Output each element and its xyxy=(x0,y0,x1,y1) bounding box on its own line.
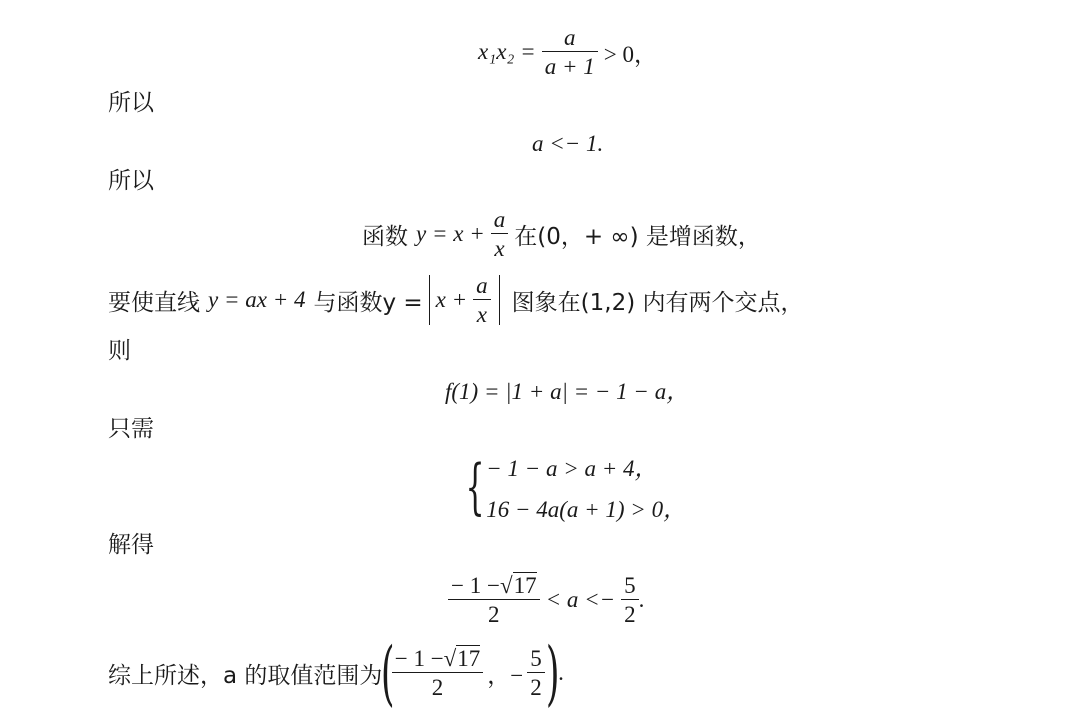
abs-bar-left xyxy=(429,275,430,325)
inequality-system xyxy=(456,452,686,522)
eq7-den2: 2 xyxy=(527,672,545,701)
text-suoyi-1: 所以 xyxy=(108,90,154,116)
eq7-num2: 5 xyxy=(530,645,542,671)
text-suoyi-2: 所以 xyxy=(108,168,154,194)
statement-increasing-function xyxy=(362,206,761,262)
eq4-post: 图象在(1,2) 内有两个交点， xyxy=(511,289,804,316)
eq7-fraction-2 xyxy=(527,646,545,701)
eq7-fraction-1 xyxy=(392,645,484,701)
eq3-fraction xyxy=(491,207,509,262)
eq7-den: 2 xyxy=(392,672,484,701)
system-line-2: 16 − 4a(a + 1) > 0， xyxy=(486,497,687,522)
paren-right: ) xyxy=(545,632,560,714)
eq6-fraction-1 xyxy=(448,572,540,628)
eq3-den: x xyxy=(491,233,509,262)
eq6-end: . xyxy=(638,587,645,612)
eq7-sep: ，− xyxy=(487,662,524,688)
equation-x1x2 xyxy=(478,24,657,80)
eq3-y: y = x + xyxy=(416,221,485,246)
eq7-pre: 综上所述，a 的取值范围为 xyxy=(108,662,383,689)
eq1-lhs: x₁x₂ = xyxy=(478,39,536,64)
eq4-line: y = ax + 4 xyxy=(208,287,306,312)
eq7-num: − 1 −√17 xyxy=(394,646,481,671)
eq3-num: a xyxy=(493,206,506,232)
eq6-fraction-2 xyxy=(621,573,639,628)
text-jiede: 解得 xyxy=(108,532,154,558)
eq4-pre: 要使直线 xyxy=(108,289,200,316)
statement-intersection xyxy=(108,272,804,328)
eq1-den: a + 1 xyxy=(542,51,598,80)
eq1-rhs: > 0， xyxy=(603,41,657,67)
eq6-den2: 2 xyxy=(621,599,639,628)
eq6-den: 2 xyxy=(448,599,540,628)
eq7-sqrt: 17 xyxy=(457,646,481,671)
eq6-num: − 1 −√17 xyxy=(451,573,537,598)
eq3-pre: 函数 xyxy=(362,223,408,250)
eq7-num-a: − 1 − xyxy=(394,646,444,671)
eq4-mid: 与函数y = xyxy=(313,289,423,316)
conclusion xyxy=(108,632,564,714)
equation-a-lt: a <− 1. xyxy=(532,131,604,156)
abs-bar-right xyxy=(499,275,500,325)
eq6-sqrt: 17 xyxy=(513,573,537,598)
eq4-num: a xyxy=(476,272,488,298)
equation-f1: f(1) = |1 + a| = − 1 − a， xyxy=(445,379,690,404)
eq1-fraction xyxy=(542,25,598,80)
paren-left: ( xyxy=(381,632,395,714)
eq1-num: a xyxy=(563,24,576,50)
eq7-end: . xyxy=(558,660,564,685)
system-lines xyxy=(486,450,686,524)
eq4-fraction xyxy=(473,273,491,328)
eq4-absx: x + xyxy=(435,287,468,312)
equation-range xyxy=(448,570,644,630)
left-brace: { xyxy=(465,452,485,522)
text-zhixu: 只需 xyxy=(108,416,154,442)
eq4-den: x xyxy=(473,299,491,328)
eq6-mid: < a <− xyxy=(545,587,616,612)
eq3-post: 在(0，+ ∞) 是增函数， xyxy=(514,223,761,250)
eq6-num-a: − 1 − xyxy=(451,573,500,598)
system-line-1: − 1 − a > a + 4， xyxy=(486,456,658,481)
eq6-num2: 5 xyxy=(624,572,636,598)
text-ze: 则 xyxy=(108,338,131,364)
